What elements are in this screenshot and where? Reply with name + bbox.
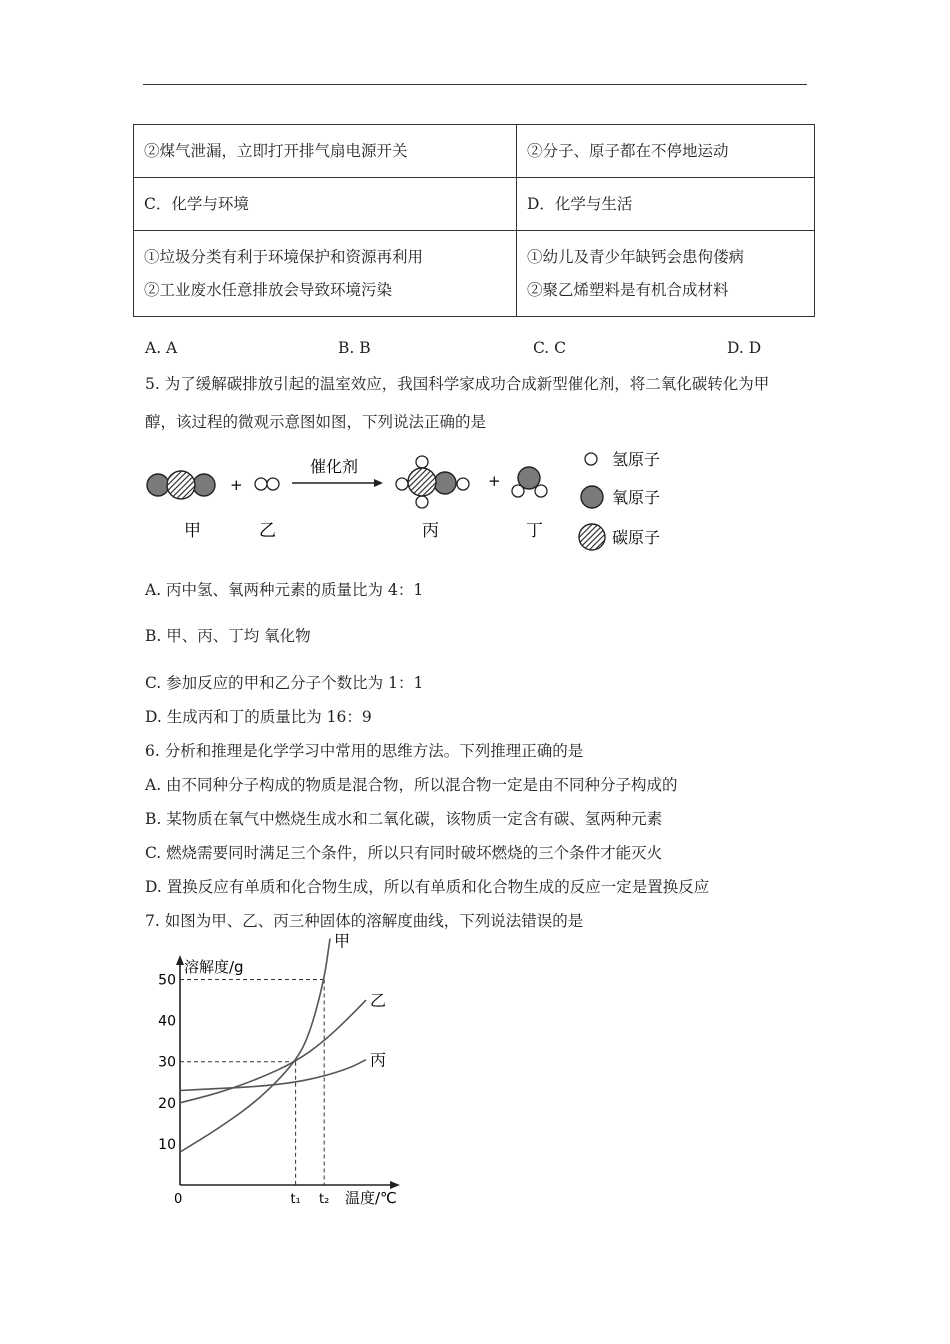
y-tick-label: 20 <box>158 1095 176 1112</box>
series-label: 丙 <box>370 1050 387 1070</box>
solubility-chart <box>140 931 430 1215</box>
carbon-atom-icon <box>579 524 605 550</box>
chart-axes <box>176 955 400 1189</box>
molecule-jia <box>147 471 215 499</box>
q6-stem: 6. 分析和推理是化学学习中常用的思维方法。下列推理正确的是 <box>145 742 584 760</box>
molecule-ding <box>512 467 547 497</box>
q6-option-b: B. 某物质在氧气中燃烧生成水和二氧化碳，该物质一定含有碳、氢两种元素 <box>145 810 663 828</box>
curve-series-2 <box>180 1000 366 1103</box>
label-jia: 甲 <box>184 521 201 541</box>
reaction-arrow <box>292 479 383 487</box>
q6-option-c: C. 燃烧需要同时满足三个条件，所以只有同时破坏燃烧的三个条件才能灭火 <box>145 844 663 862</box>
cell-text: ②分子、原子都在不停地运动 <box>527 142 729 160</box>
molecule-yi <box>255 478 279 490</box>
hydrogen-atom-icon <box>585 453 597 465</box>
table-cell-header-d <box>517 178 815 231</box>
table-cell <box>134 125 517 178</box>
y-tick-label: 30 <box>158 1054 176 1071</box>
options-table <box>133 124 815 317</box>
table-cell-header-c <box>134 178 517 231</box>
table-cell <box>134 231 517 317</box>
y-axis-label: 溶解度/g <box>184 958 244 976</box>
y-tick-label: 40 <box>158 1013 176 1030</box>
legend-carbon: 碳原子 <box>612 528 661 547</box>
y-tick-label: 50 <box>158 972 176 989</box>
q5-option-a: A. 丙中氢、氧两种元素的质量比为 4：1 <box>145 581 424 599</box>
q5-option-d: D. 生成丙和丁的质量比为 16：9 <box>145 708 372 726</box>
q7-stem: 7. 如图为甲、乙、丙三种固体的溶解度曲线，下列说法错误的是 <box>145 912 584 930</box>
choice-b: B. B <box>338 339 371 357</box>
table-cell <box>517 231 815 317</box>
choice-a: A. A <box>145 339 178 357</box>
catalyst-label: 催化剂 <box>310 457 359 476</box>
choice-c: C. C <box>533 339 567 357</box>
q5-stem-line1: 5. 为了缓解碳排放引起的温室效应，我国科学家成功合成新型催化剂，将二氧化碳转化为甲 <box>145 375 770 393</box>
plus-sign: + <box>230 476 243 494</box>
plus-sign: + <box>488 472 501 490</box>
series-label: 甲 <box>334 931 351 951</box>
molecule-bing <box>396 456 469 508</box>
reaction-diagram <box>140 444 700 556</box>
q5-option-c: C. 参加反应的甲和乙分子个数比为 1：1 <box>145 674 424 692</box>
x-tick-label: t₁ <box>290 1192 301 1207</box>
legend-hydrogen: 氢原子 <box>612 450 661 469</box>
cell-header: D．化学与生活 <box>527 195 633 213</box>
q6-option-d: D. 置换反应有单质和化合物生成，所以有单质和化合物生成的反应一定是置换反应 <box>145 878 710 896</box>
q5-stem-line2: 醇，该过程的微观示意图如图，下列说法正确的是 <box>145 413 487 431</box>
y-tick-label: 10 <box>158 1136 176 1153</box>
q5-option-b: B. 甲、丙、丁均 氧化物 <box>145 627 311 645</box>
choice-d: D. D <box>727 339 762 357</box>
x-tick-label: t₂ <box>319 1192 330 1207</box>
cell-text: ②工业废水任意排放会导致环境污染 <box>144 281 393 299</box>
x-tick-label: 0 <box>174 1192 183 1207</box>
diagram-legend <box>579 450 660 550</box>
table-cell <box>517 125 815 178</box>
x-axis-label: 温度/℃ <box>345 1189 397 1207</box>
legend-oxygen: 氧原子 <box>612 488 661 507</box>
cell-text: ②聚乙烯塑料是有机合成材料 <box>527 281 729 299</box>
oxygen-atom-icon <box>581 486 603 508</box>
series-label: 乙 <box>370 991 387 1011</box>
cell-text: ①幼儿及青少年缺钙会患佝偻病 <box>527 248 745 266</box>
cell-text: ①垃圾分类有利于环境保护和资源再利用 <box>144 248 424 266</box>
label-yi: 乙 <box>259 521 276 541</box>
cell-text: ②煤气泄漏，立即打开排气扇电源开关 <box>144 142 408 160</box>
label-bing: 丙 <box>422 521 439 541</box>
header-rule <box>143 84 807 85</box>
q6-option-a: A. 由不同种分子构成的物质是混合物，所以混合物一定是由不同种分子构成的 <box>145 776 678 794</box>
cell-header: C．化学与环境 <box>144 195 249 213</box>
label-ding: 丁 <box>526 521 543 541</box>
